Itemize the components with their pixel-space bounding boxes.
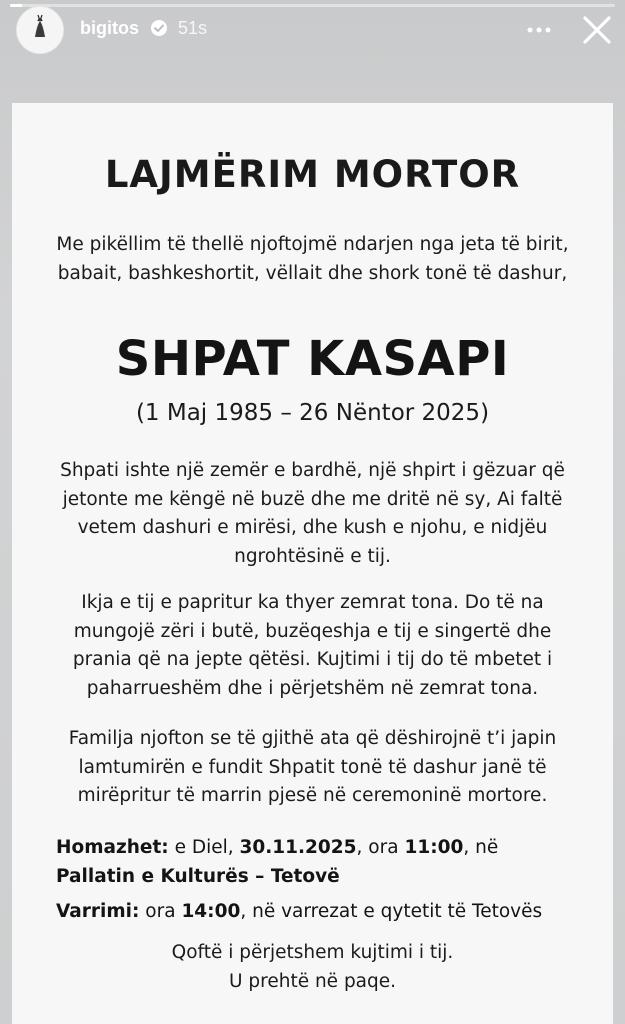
avatar-image: [17, 7, 63, 53]
invitation-paragraph: Familja njofton se të gjithë ata që dëshirojnë t’i japin lamtumirën e fundit Shpatit tonë të dashur janë të mirëpritur të marrin pjesë në ceremoninë mortore.: [68, 728, 557, 806]
homage-suffix: , në: [463, 837, 499, 858]
burial-mid: , në varrezat: [240, 901, 364, 922]
closing-line-1: Qoftë i përjetshem kujtimi i tij.: [171, 942, 454, 963]
more-options-icon[interactable]: [526, 20, 552, 40]
homage-time-prefix: , ora: [356, 837, 405, 858]
homage-label: Homazhet:: [56, 837, 169, 858]
burial-place: e qytetit të Tetovës: [363, 901, 543, 922]
avatar[interactable]: [16, 6, 64, 54]
loss-paragraph: Ikja e tij e papritur ka thyer zemrat tona. Do të na mungojë zëri i butë, buzëqeshja e tij e singertë dhe prania që na jepte qëtësi. Kujtimi i tij do të mbetet i paharrueshëm dhe i përjetshëm në zemrat tona.: [72, 592, 553, 699]
closing-line-2: U prehtë në paqe.: [228, 970, 397, 992]
notice-intro: Me pikëllim të thellë njoftojmë ndarjen nga jeta të birit, babait, bashkeshortit, vëllait dhe shork tonë të dashur,: [56, 234, 569, 284]
tribute-paragraph: Shpati ishte një zemër e bardhë, një shpirt i gëzuar që jetonte me këngë në buzë dhe me dritë në sy, Ai faltë vetem dashuri e mirësi, dhe kush e njohu, e nidjëu ngrohtësinë e tij.: [60, 460, 565, 567]
notice-title: LAJMËRIM MORTOR: [104, 153, 521, 196]
post-time: 51s: [178, 18, 208, 38]
homage-place: Pallatin e Kulturës – Tetovë: [56, 865, 340, 887]
life-dates: (1 Maj 1985 – 26 Nëntor 2025): [135, 400, 490, 426]
verified-badge-icon: [150, 19, 168, 37]
homage-date: 30.11.2025: [239, 837, 357, 858]
close-icon[interactable]: [578, 11, 616, 49]
homage-day: e Diel,: [168, 837, 240, 858]
username[interactable]: bigitos: [80, 18, 139, 38]
homage-time: 11:00: [404, 837, 464, 858]
burial-label: Varrimi:: [56, 901, 140, 922]
homage-details: [56, 834, 596, 891]
closing-words: [12, 939, 613, 996]
death-notice-card: [12, 103, 613, 1024]
deceased-name: SHPAT KASAPI: [115, 331, 510, 387]
story-header: [0, 0, 625, 60]
burial-time-prefix: ora: [139, 901, 182, 922]
burial-details: [56, 898, 596, 927]
burial-time: 14:00: [181, 901, 241, 922]
